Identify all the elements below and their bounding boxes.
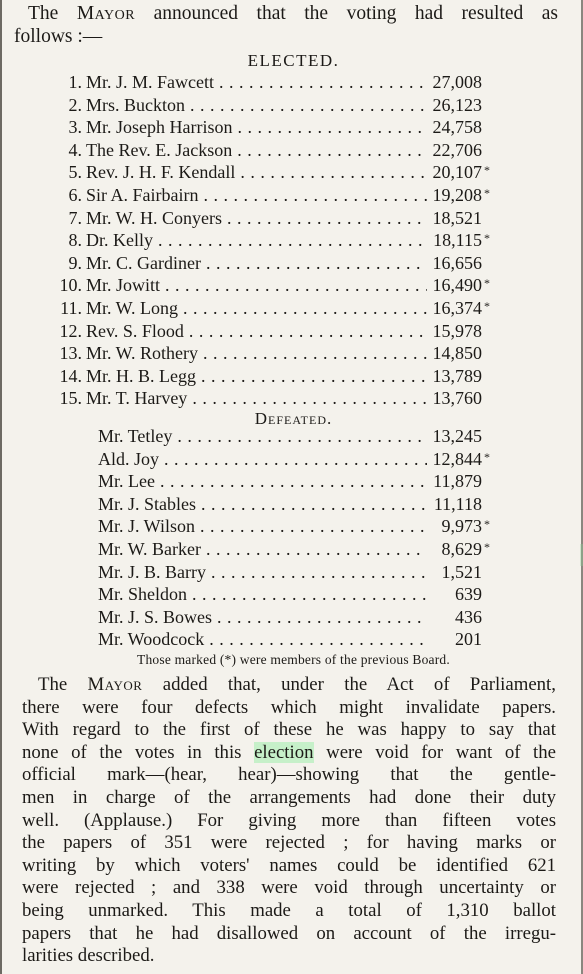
candidate-name: Mr. W. Barker . . . [98,538,427,561]
rank-number: 3. [68,117,82,138]
vote-count: 27,008 [432,72,482,92]
candidate-name: Mr. J. B. Barry . . . [98,561,427,584]
vote-count: 18,521 [432,207,482,228]
vote-count: 12,844 [432,448,482,469]
previous-member-mark: * [484,231,490,246]
previous-member-mark: * [484,186,490,200]
candidate-name: Mr. Joseph Harrison . . . [86,116,427,139]
elected-heading: ELECTED. [247,51,340,70]
vote-count: 436 [455,606,482,627]
candidate-name: The Rev. E. Jackson . . . [86,139,427,162]
elected-row [2,365,583,388]
previous-member-mark: * [484,517,490,532]
candidate-name: Mr. J. Stables . . . [98,493,427,516]
defeated-row [2,425,583,448]
vote-count: 11,118 [433,493,482,514]
rank-number: 12. [59,320,82,341]
candidate-name: Sir A. Fairbairn . . . [86,184,427,207]
vote-count: 15,978 [432,320,482,341]
paragraph-line: there were four defects which might invalidate papers. [22,696,556,718]
paragraph-line: well. (Applause.) For giving more than fifteen votes [22,809,556,831]
vote-count: 1,521 [441,561,482,582]
previous-member-mark: * [484,449,490,464]
elected-row [2,94,583,117]
elected-row [2,207,583,230]
previous-member-mark: * [484,276,490,291]
mayor-word: Mayor [76,3,136,24]
vote-count: 16,490 [432,275,482,296]
candidate-name: Mr. H. B. Legg . . . [86,365,427,388]
vote-count: 201 [455,629,482,650]
candidate-name: Mr. Woodcock . . . [98,628,427,651]
footnote: Those marked (*) were members of the previous Board. [137,652,450,667]
vote-count: 13,789 [432,365,482,386]
rank-number: 13. [59,343,82,364]
candidate-name: Ald. Joy . . . [98,448,427,471]
elected-row [2,342,583,365]
defeated-row [2,448,583,471]
highlighted-word: election [254,741,314,763]
vote-count: 22,706 [432,139,482,160]
elected-row [2,229,583,252]
elected-row [2,139,583,162]
intro-paragraph [14,2,559,48]
candidate-name: Dr. Kelly . . . [86,229,427,252]
candidate-name: Mr. J. M. Fawcett . . . [86,71,427,94]
elected-row [2,297,583,320]
defeated-row [2,583,583,606]
candidate-name: Mr. Lee . . . [98,470,427,493]
defeated-row [2,515,583,538]
rank-number: 1. [68,72,82,92]
rank-number: 2. [68,94,82,115]
candidate-name: Mr. Tetley . . . [98,425,427,448]
candidate-name: Rev. J. H. F. Kendall . . . [86,161,427,184]
paragraph-line: writing by which voters' names could be identified 621 [22,854,556,876]
elected-row [2,320,583,343]
candidate-name: Mrs. Buckton . . . [86,94,427,117]
defeated-row [2,493,583,516]
rank-number: 9. [68,252,82,273]
vote-count: 20,107 [432,162,482,183]
intro-line-1: The Mayor announced that the voting had resulted as [28,3,559,24]
vote-count: 11,879 [433,471,482,492]
elected-row [2,387,583,410]
vote-count: 14,850 [432,343,482,364]
vote-count: 24,758 [432,117,482,138]
candidate-name: Rev. S. Flood . . . [86,320,427,343]
vote-count: 8,629 [441,539,482,559]
rank-number: 10. [59,275,82,296]
vote-count: 19,208 [432,185,482,205]
rank-number: 7. [68,207,82,228]
rank-number: 4. [68,139,82,160]
rank-number: 5. [68,162,82,183]
paragraph-line: being unmarked. This made a total of 1,310 ballot [22,899,556,921]
vote-count: 18,115 [433,230,482,251]
candidate-name: Mr. W. H. Conyers . . . [86,207,427,230]
paragraph-line: papers that he had disallowed on account of the irregu- [22,922,556,944]
elected-row [2,71,583,94]
defeated-row [2,606,583,629]
previous-member-mark: * [484,299,490,313]
candidate-name: Mr. C. Gardiner . . . [86,252,427,275]
elected-row [2,116,583,139]
rank-number: 14. [59,365,82,386]
candidate-name: Mr. T. Harvey . . . [86,387,427,410]
paragraph-line: were rejected ; and 338 were void through uncertainty or [22,877,556,899]
paragraph-line: With regard to the first of these he was happy to say that [22,719,556,741]
defeated-row [2,628,583,651]
candidate-name: Mr. J. Wilson . . . [98,515,427,538]
defeated-row [2,561,583,584]
elected-row [2,252,583,275]
intro-line-2: follows :— [14,26,103,47]
defeated-heading: Defeated. [254,409,333,428]
elected-row [2,161,583,184]
vote-count: 16,656 [432,252,482,273]
rank-number: 15. [59,388,82,409]
paragraph-line: larities described. [22,945,155,967]
vote-count: 13,245 [432,426,482,446]
mayor-statement-paragraph [22,674,556,968]
candidate-name: Mr. W. Rothery . . . [86,342,427,365]
rank-number: 6. [68,185,82,205]
vote-count: 16,374 [432,298,482,318]
candidate-name: Mr. Jowitt . . . [86,274,427,297]
mayor-word: Mayor [87,674,143,695]
elected-row [2,274,583,297]
paragraph-line: the papers of 351 were rejected ; for having marks or [22,832,556,854]
candidate-name: Mr. J. S. Bowes . . . [98,606,427,629]
rank-number: 11. [60,298,82,318]
rank-number: 8. [68,230,82,251]
paragraph-line: none of the votes in this election were void for want of the [22,741,556,763]
previous-member-mark: * [484,540,490,554]
vote-count: 639 [455,584,482,605]
defeated-row [2,470,583,493]
candidate-name: Mr. W. Long . . . [86,297,427,320]
vote-count: 13,760 [432,388,482,409]
vote-count: 9,973 [441,516,482,537]
defeated-row [2,538,583,561]
previous-member-mark: * [484,163,490,178]
elected-row [2,184,583,207]
paragraph-line: official mark—(hear, hear)—showing that the gentle- [22,764,556,786]
paragraph-line: The Mayor added that, under the Act of Parliament, [38,674,556,695]
paragraph-line: men in charge of the arrangements had done their duty [22,786,556,808]
vote-count: 26,123 [432,94,482,115]
candidate-name: Mr. Sheldon . . . [98,583,427,606]
